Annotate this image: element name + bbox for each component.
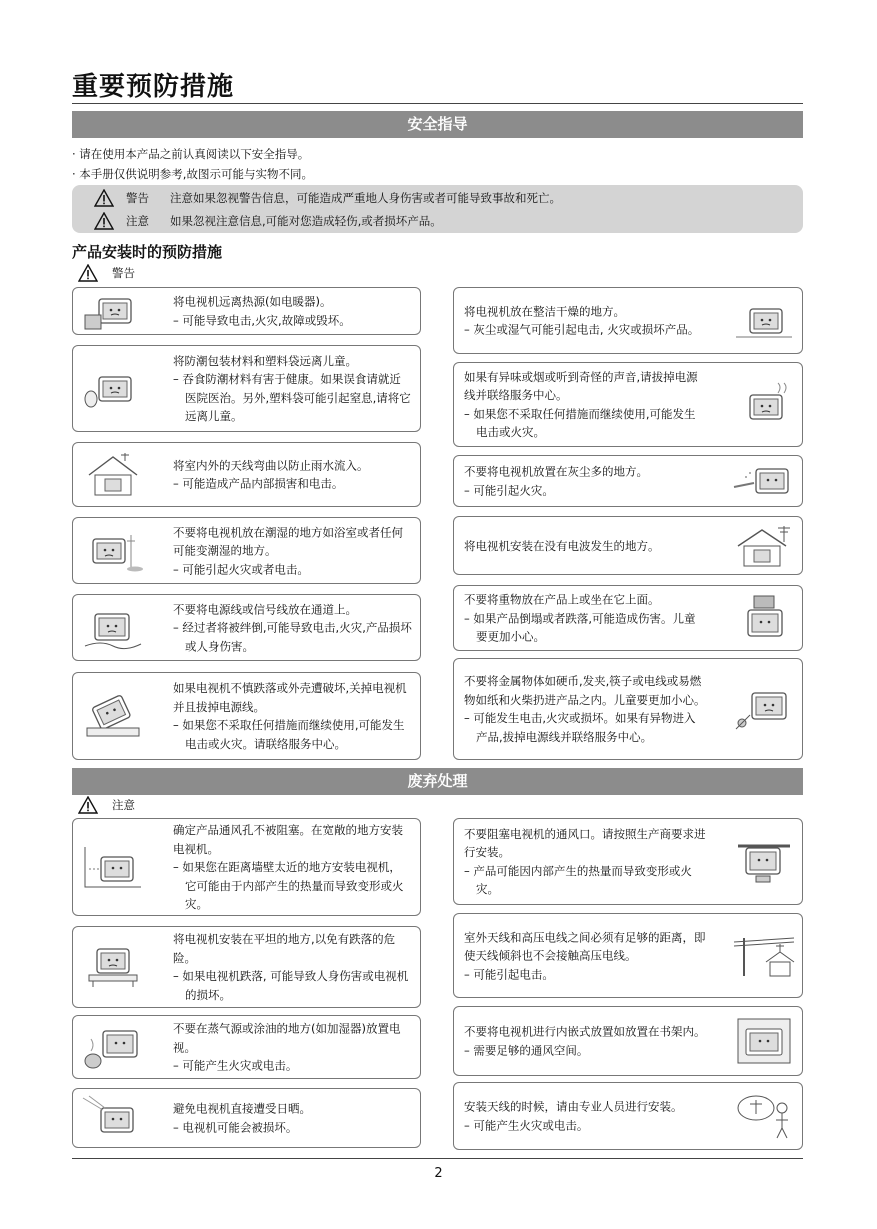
card-sub: – 需要足够的通风空间。 bbox=[464, 1043, 589, 1057]
card-text bbox=[464, 672, 706, 746]
card-sub: – 可能造成产品内部损害和电击。 bbox=[173, 476, 344, 491]
notice-warning bbox=[94, 188, 561, 208]
card-text bbox=[173, 1100, 412, 1137]
tv-humidifier-illustration bbox=[81, 1023, 145, 1071]
card-text bbox=[464, 463, 706, 500]
card-text bbox=[464, 536, 706, 555]
card-main: 将防潮包装材料和塑料袋远离儿童。 bbox=[173, 353, 357, 368]
tv-smoke-illustration bbox=[732, 381, 796, 429]
warning-card bbox=[453, 585, 803, 651]
tv-vent-blocked-illustration bbox=[732, 838, 796, 886]
card-text bbox=[464, 302, 706, 339]
tv-heavy-object-illustration bbox=[732, 594, 796, 642]
tv-clean-dry-illustration bbox=[732, 297, 796, 345]
tv-heater-illustration bbox=[81, 287, 145, 335]
notice-caution-text: 如果忽视注意信息,可能对您造成轻伤,或者损坏产品。 bbox=[170, 214, 442, 228]
technician-antenna-illustration bbox=[732, 1092, 796, 1140]
warning-card bbox=[453, 455, 803, 507]
card-main: 不要在蒸气源或涂油的地方(如加湿器)放置电视。 bbox=[173, 1021, 401, 1054]
tv-metal-object-illustration bbox=[732, 685, 796, 733]
card-sub: – 灰尘或湿气可能引起电击, 火灾或损坏产品。 bbox=[464, 322, 700, 337]
caution-label-text: 注意 bbox=[112, 798, 135, 812]
card-text bbox=[464, 1023, 706, 1060]
card-main: 不要将电视机放置在灰尘多的地方。 bbox=[464, 464, 648, 479]
tv-sunlight-illustration bbox=[81, 1094, 145, 1142]
page-title: 重要预防措施 bbox=[72, 72, 235, 102]
card-text bbox=[464, 825, 706, 899]
card-sub: – 产品可能因内部产生的热量而导致变形或火灾。 bbox=[464, 863, 692, 896]
card-sub: – 如果您在距离墙壁太近的地方安装电视机，它可能由于内部产生的热量而导致变形或火灾。 bbox=[173, 859, 404, 911]
caution-label bbox=[78, 796, 135, 814]
intro-line-1: · 请在使用本产品之前认真阅读以下安全指导。 bbox=[72, 147, 310, 161]
warning-label bbox=[78, 264, 135, 282]
warning-card bbox=[72, 672, 421, 760]
power-line-antenna-illustration bbox=[732, 932, 796, 980]
card-main: 将电视机远离热源(如电暖器)。 bbox=[173, 294, 332, 309]
warning-card bbox=[72, 517, 421, 584]
card-main: 将电视机放在整洁干燥的地方。 bbox=[464, 304, 625, 318]
card-sub: – 如果电视机跌落, 可能导致人身伤害或电视机的损坏。 bbox=[173, 969, 409, 1002]
card-text bbox=[464, 368, 706, 442]
card-sub: – 可能导致电击,火灾,故障或毁坏。 bbox=[173, 313, 351, 327]
warning-card bbox=[453, 287, 803, 354]
house-antenna-illustration bbox=[81, 451, 145, 499]
page-number: 2 bbox=[434, 1166, 443, 1181]
card-main: 将电视机安装在平坦的地方,以免有跌落的危险。 bbox=[173, 932, 396, 965]
warning-triangle-icon bbox=[94, 212, 114, 230]
card-sub: – 经过者将被绊倒,可能导致电击,火灾,产品损坏或人身伤害。 bbox=[173, 620, 412, 653]
card-text bbox=[464, 590, 706, 646]
card-sub: – 如果产品倒塌或者跌落,可能造成伤害。儿童要更加小心。 bbox=[464, 610, 696, 644]
caution-card bbox=[72, 1015, 421, 1079]
card-main: 不要将重物放在产品上或坐在它上面。 bbox=[464, 592, 660, 607]
warning-card bbox=[453, 516, 803, 575]
card-text bbox=[464, 928, 706, 984]
card-main: 不要将电视机进行内嵌式放置如放置在书架内。 bbox=[464, 1024, 706, 1039]
card-main: 不要将电视机放在潮湿的地方如浴室或者任何可能变潮湿的地方。 bbox=[173, 524, 403, 558]
tv-wall-clearance-illustration bbox=[81, 843, 145, 891]
card-sub: – 可能产生火灾或电击。 bbox=[464, 1118, 589, 1132]
card-sub: – 可能引起火灾。 bbox=[464, 483, 554, 497]
card-text bbox=[173, 1019, 412, 1075]
warning-triangle-icon bbox=[78, 796, 98, 814]
warning-label-text: 警告 bbox=[112, 266, 135, 280]
card-main: 如果有异味或烟或听到奇怪的声音,请拔掉电源线并联络服务中心。 bbox=[464, 369, 698, 402]
disposal-banner: 废弃处理 bbox=[72, 768, 803, 795]
card-main: 确定产品通风孔不被阻塞。在宽敞的地方安装电视机。 bbox=[173, 822, 403, 856]
card-text bbox=[173, 352, 412, 426]
warning-triangle-icon bbox=[78, 264, 98, 282]
intro-line-2: · 本手册仅供说明参考,故图示可能与实物不同。 bbox=[72, 167, 313, 181]
card-text bbox=[173, 293, 412, 330]
card-main: 室外天线和高压电线之间必须有足够的距离，即使天线倾斜也不会接触高压电线。 bbox=[464, 929, 706, 963]
card-text bbox=[464, 1098, 706, 1135]
card-text bbox=[173, 600, 412, 656]
card-text bbox=[173, 523, 412, 579]
warning-card bbox=[72, 287, 421, 335]
caution-card bbox=[453, 913, 803, 998]
tv-bathroom-illustration bbox=[81, 527, 145, 575]
install-heading: 产品安装时的预防措施 bbox=[72, 243, 223, 261]
tv-cable-trip-illustration bbox=[81, 604, 145, 652]
tv-bookshelf-illustration bbox=[732, 1017, 796, 1065]
card-main: 如果电视机不慎跌落或外壳遭破坏,关掉电视机并且拔掉电源线。 bbox=[173, 681, 407, 714]
safety-banner: 安全指导 bbox=[72, 111, 803, 138]
tv-stand-level-illustration bbox=[81, 943, 145, 991]
tv-dust-illustration bbox=[732, 457, 796, 505]
card-sub: – 电视机可能会被损坏。 bbox=[173, 1120, 298, 1134]
card-sub: – 如果您不采取任何措施而继续使用,可能发生电击或火灾。请联络服务中心。 bbox=[173, 718, 405, 751]
warning-card bbox=[453, 658, 803, 760]
house-no-signal-illustration bbox=[732, 522, 796, 570]
notice-caution bbox=[94, 211, 442, 231]
caution-card bbox=[72, 1088, 421, 1148]
notice-warning-label: 警告 bbox=[126, 191, 149, 205]
card-sub: – 可能发生电击,火灾或损坏。如果有异物进入产品,拔掉电源线并联络服务中心。 bbox=[464, 711, 696, 744]
tv-packaging-illustration bbox=[81, 365, 145, 413]
card-sub: – 如果您不采取任何措施而继续使用,可能发生电击或火灾。 bbox=[464, 406, 696, 439]
card-sub: – 可能引起火灾或者电击。 bbox=[173, 561, 309, 576]
card-main: 安装天线的时候，请由专业人员进行安装。 bbox=[464, 1099, 683, 1114]
notice-box bbox=[72, 185, 803, 233]
card-sub: – 可能引起电击。 bbox=[464, 966, 554, 981]
notice-caution-label: 注意 bbox=[126, 214, 149, 228]
bottom-divider bbox=[72, 1158, 803, 1159]
caution-card bbox=[453, 818, 803, 905]
card-main: 将室内外的天线弯曲以防止雨水流入。 bbox=[173, 458, 369, 472]
card-sub: – 吞食防潮材料有害于健康。如果误食请就近医院医治。另外,塑料袋可能引起窒息,请将它远离儿童。 bbox=[173, 372, 411, 423]
warning-triangle-icon bbox=[94, 189, 114, 207]
warning-card bbox=[72, 442, 421, 507]
card-main: 不要将电源线或信号线放在通道上。 bbox=[173, 601, 357, 616]
caution-card bbox=[453, 1006, 803, 1076]
card-main: 将电视机安装在没有电波发生的地方。 bbox=[464, 538, 660, 553]
warning-card bbox=[72, 594, 421, 661]
caution-card bbox=[72, 818, 421, 916]
card-text bbox=[173, 679, 412, 753]
card-text bbox=[173, 456, 412, 493]
caution-card bbox=[72, 926, 421, 1008]
card-text bbox=[173, 821, 412, 914]
card-sub: – 可能产生火灾或电击。 bbox=[173, 1058, 298, 1073]
card-main: 不要将金属物体如硬币,发夹,筷子或电线或易燃物如纸和火柴扔进产品之内。儿童要更加小心。 bbox=[464, 674, 706, 707]
tv-fallen-illustration bbox=[81, 692, 145, 740]
card-main: 不要阻塞电视机的通风口。请按照生产商要求进行安装。 bbox=[464, 826, 706, 859]
warning-card bbox=[453, 362, 803, 447]
card-main: 避免电视机直接遭受日晒。 bbox=[173, 1101, 311, 1116]
notice-warning-text: 注意如果忽视警告信息，可能造成严重地人身伤害或者可能导致事故和死亡。 bbox=[170, 191, 561, 205]
warning-card bbox=[72, 345, 421, 432]
card-text bbox=[173, 930, 412, 1004]
title-divider bbox=[72, 103, 803, 104]
caution-card bbox=[453, 1082, 803, 1150]
